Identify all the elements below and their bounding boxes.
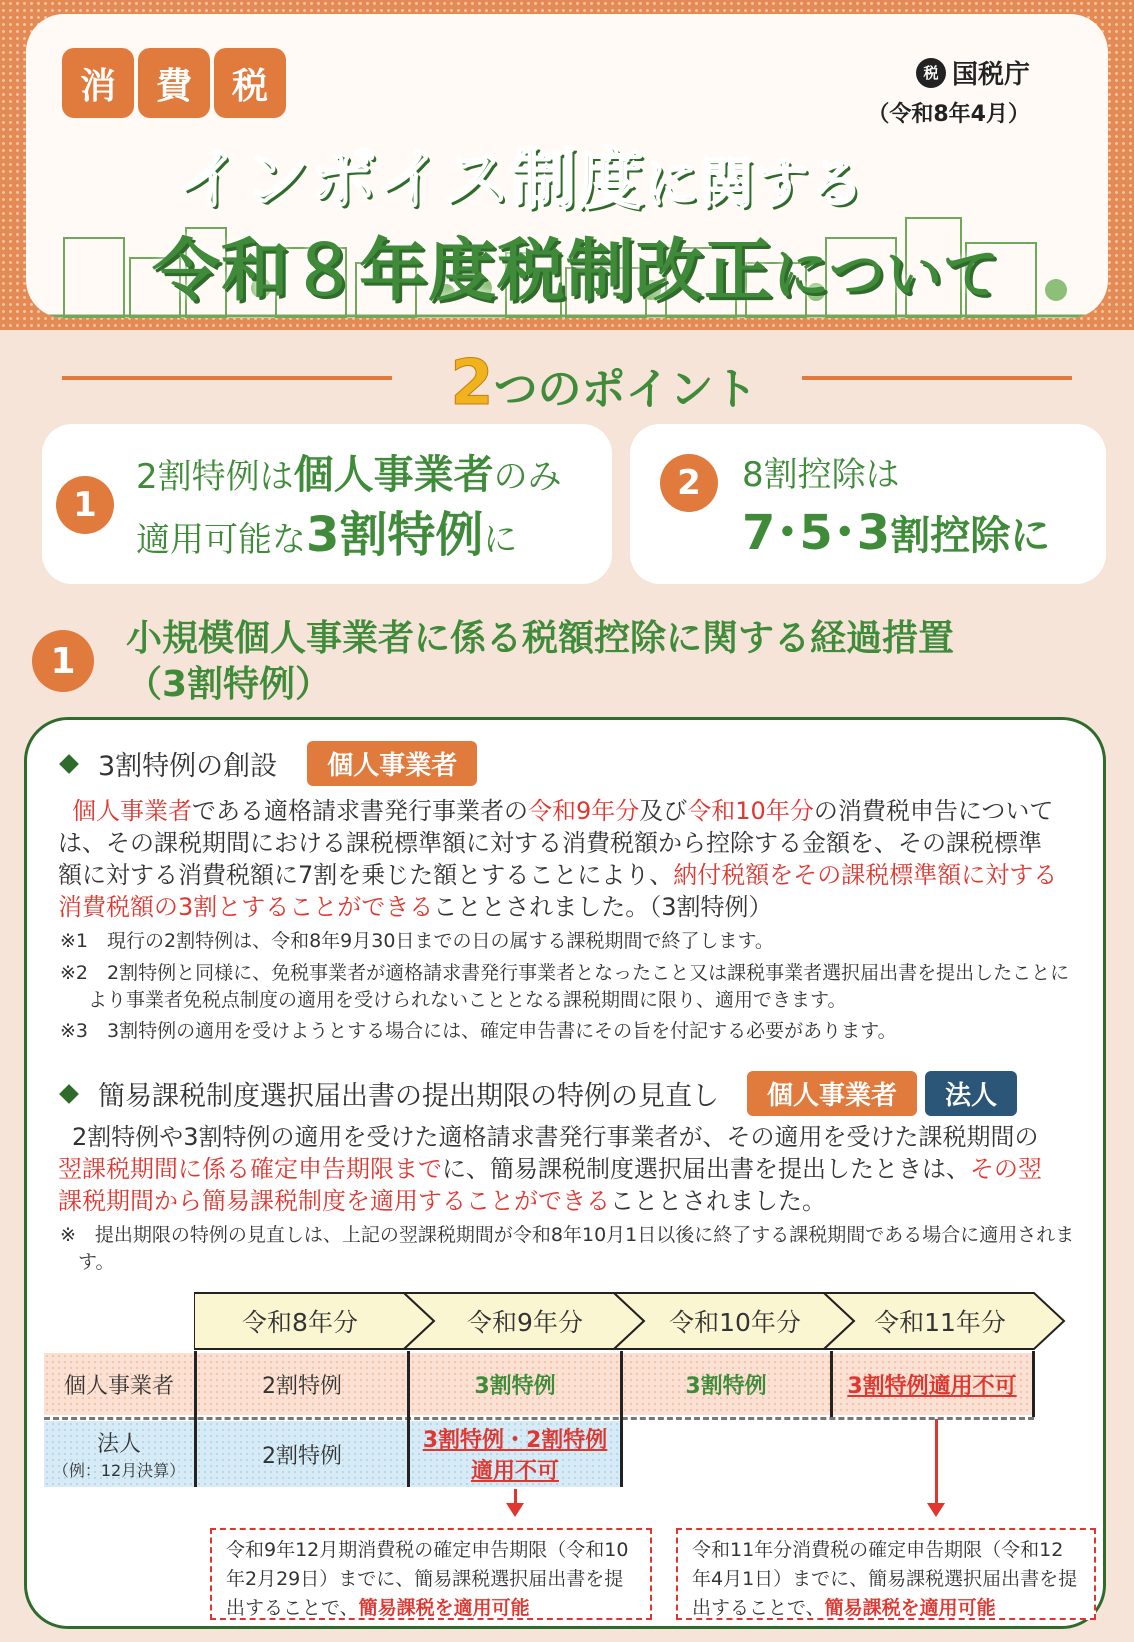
point-1-line-1-a: 2割特例は xyxy=(136,457,294,497)
title-line-2 xyxy=(152,217,1082,314)
note-box-2-highlight: 簡易課税を適用可能 xyxy=(824,1597,996,1619)
cell-corp-2026: 2割特例 xyxy=(196,1421,408,1487)
divider-left xyxy=(62,376,392,380)
note-3: ※3 3割特例の適用を受けようとする場合には、確定申告書にその旨を付記する必要があります。 xyxy=(60,1020,897,1042)
diamond-bullet-icon xyxy=(59,754,79,774)
section-1-title xyxy=(126,616,954,708)
note-box-1-highlight: 簡易課税を適用可能 xyxy=(358,1597,530,1619)
point-card-2 xyxy=(630,424,1106,584)
point-2-line-1: 8割控除は xyxy=(742,455,900,495)
point-number-2: 2 xyxy=(660,454,718,512)
point-1-line-2 xyxy=(136,506,562,569)
grid-line xyxy=(407,1351,410,1487)
p1-seg7: 納付税額をその課税標準額に対する消費税額の3割とすることができる xyxy=(58,861,1058,921)
point-1-line-2-b: 3割特例 xyxy=(306,507,484,563)
sub-2-paragraph xyxy=(58,1121,1060,1217)
title-line-2-main: 令和８年度税制改正 xyxy=(152,232,774,311)
sub-heading-2 xyxy=(56,1071,1017,1116)
cell-ind-2029: 3割特例適用不可 xyxy=(832,1353,1032,1415)
point-1-line-1 xyxy=(136,446,562,506)
cell-ind-2028: 3割特例 xyxy=(622,1353,830,1415)
row-label-corporation-text: 法人 xyxy=(96,1432,141,1457)
tag-char-3: 税 xyxy=(214,48,286,118)
points-number: 2 xyxy=(450,346,494,419)
agency-name: 国税庁 xyxy=(951,60,1030,90)
divider-right xyxy=(802,376,1072,380)
point-1-line-2-c: に xyxy=(483,520,518,560)
points-label: つのポイント xyxy=(493,364,758,415)
p1-seg4: 及び xyxy=(639,797,688,825)
p1-seg5: 令和10年分 xyxy=(687,797,814,825)
points-heading xyxy=(62,346,1072,419)
year-2026: 令和8年分 xyxy=(242,1308,358,1337)
points-title xyxy=(414,346,794,419)
p1-seg1: 個人事業者 xyxy=(72,797,192,825)
p1-seg8: こととされました。（3割特例） xyxy=(433,893,773,921)
title-line-1-suffix: に関する xyxy=(644,152,865,215)
note-box-2 xyxy=(676,1528,1096,1620)
agency-block xyxy=(867,54,1030,128)
point-card-1 xyxy=(42,424,612,584)
year-2027: 令和9年分 xyxy=(467,1308,583,1337)
sub-heading-1 xyxy=(56,741,477,786)
note-2: ※2 2割特例と同様に、免税事業者が適格請求書発行事業者となったこと又は課税事業者選択届出書を提出したことにより事業者免税点制度の適用を受けられないこととなる課税期間に限り、適用できます。 xyxy=(60,962,1070,1011)
sub-1-paragraph xyxy=(58,795,1060,923)
p2-seg5: こととされました。 xyxy=(610,1187,826,1215)
point-number-1: 1 xyxy=(56,476,114,534)
point-2-line-2 xyxy=(742,504,1050,567)
section-1-number: 1 xyxy=(32,630,94,692)
p2-seg3: に、簡易課税制度選択届出書を提出したときは、 xyxy=(442,1155,970,1183)
header-card xyxy=(26,14,1108,318)
p2-seg1: 2割特例や3割特例の適用を受けた適格請求書発行事業者が、その適用を受けた課税期間の xyxy=(72,1123,1039,1151)
diamond-bullet-icon xyxy=(59,1084,79,1104)
cell-ind-2026: 2割特例 xyxy=(196,1353,408,1415)
section-1-title-line-1: 小規模個人事業者に係る税額控除に関する経過措置 xyxy=(126,618,955,659)
sub-heading-2-text: 簡易課税制度選択届出書の提出期限の特例の見直し xyxy=(98,1081,719,1112)
grid-line xyxy=(620,1351,623,1487)
point-1-line-1-b: 個人事業者 xyxy=(293,452,494,498)
tag-char-1: 消 xyxy=(62,48,134,118)
grid-line xyxy=(830,1351,833,1417)
title-line-2-suffix: について xyxy=(773,243,1000,308)
badge-corporation: 法人 xyxy=(925,1071,1017,1116)
p2-seg4: その翌課税期間から簡易課税制度を適用することができる xyxy=(58,1155,1042,1215)
p2-seg2: 翌課税期間に係る確定申告期限まで xyxy=(58,1155,442,1183)
badge-individual-2: 個人事業者 xyxy=(747,1071,917,1116)
p1-seg6: の消費税申告については、その課税期間における課税標準額に対する消費税額から控除する金額を、その課税標準額に対する消費税額に7割を乗じた額とすることにより、 xyxy=(58,797,1054,889)
issue-date: （令和8年4月） xyxy=(867,102,1030,127)
arrow-down-icon xyxy=(935,1419,938,1505)
badge-individual: 個人事業者 xyxy=(307,741,477,786)
title-line-1 xyxy=(176,126,1076,221)
point-1-line-2-a: 適用可能な xyxy=(136,520,306,560)
agency-mark-icon: 税 xyxy=(916,58,946,88)
point-1-line-1-c: のみ xyxy=(493,457,562,497)
tag-char-2: 費 xyxy=(138,48,210,118)
cell-corp-2027-line-1: 3割特例・2割特例 xyxy=(422,1428,608,1453)
p1-seg2: である適格請求書発行事業者の xyxy=(192,797,528,825)
note-box-2-text: 令和11年分消費税の確定申告期限（令和12年4月1日）までに、簡易課税選択届出書を提出することで、 xyxy=(692,1539,1078,1619)
point-2-line-2-b: 割控除に xyxy=(890,513,1051,559)
section-1-title-line-2: （3割特例） xyxy=(126,664,332,705)
cell-ind-2027: 3割特例 xyxy=(410,1353,620,1415)
title-line-1-main: インボイス制度 xyxy=(176,141,645,218)
note-box-1 xyxy=(210,1528,652,1620)
point-1-text xyxy=(136,446,562,569)
cell-corp-2027-line-2: 適用不可 xyxy=(470,1459,559,1484)
arrow-head-icon xyxy=(506,1503,524,1517)
p1-seg3: 令和9年分 xyxy=(528,797,640,825)
row-label-corporation-sub: （例：12月決算） xyxy=(52,1461,186,1480)
row-label-individual: 個人事業者 xyxy=(44,1353,194,1415)
row-label-corporation xyxy=(44,1421,194,1487)
note-1: ※1 現行の2割特例は、令和8年9月30日までの日の属する課税期間で終了します。 xyxy=(60,930,774,952)
year-2029: 令和11年分 xyxy=(874,1308,1006,1337)
point-2-text xyxy=(742,446,1050,567)
agency-logo xyxy=(867,54,1030,91)
point-2-line-2-a: 7･5･3 xyxy=(742,505,891,561)
sub-heading-1-text: 3割特例の創設 xyxy=(98,751,278,782)
row-divider xyxy=(44,1417,1034,1420)
sub-2-note: ※ 提出期限の特例の見直しは、上記の翌課税期間が令和8年10月1日以後に終了する課税期間である場合に適用されます。 xyxy=(60,1224,1075,1273)
year-2028: 令和10年分 xyxy=(669,1308,801,1337)
cell-corp-2027 xyxy=(410,1421,620,1487)
grid-line xyxy=(1032,1351,1035,1417)
note-box-1-text: 令和9年12月期消費税の確定申告期限（令和10年2月29日）までに、簡易課税選択届出書を提出することで、 xyxy=(226,1539,629,1619)
grid-line xyxy=(194,1351,197,1487)
arrow-head-icon xyxy=(927,1503,945,1517)
